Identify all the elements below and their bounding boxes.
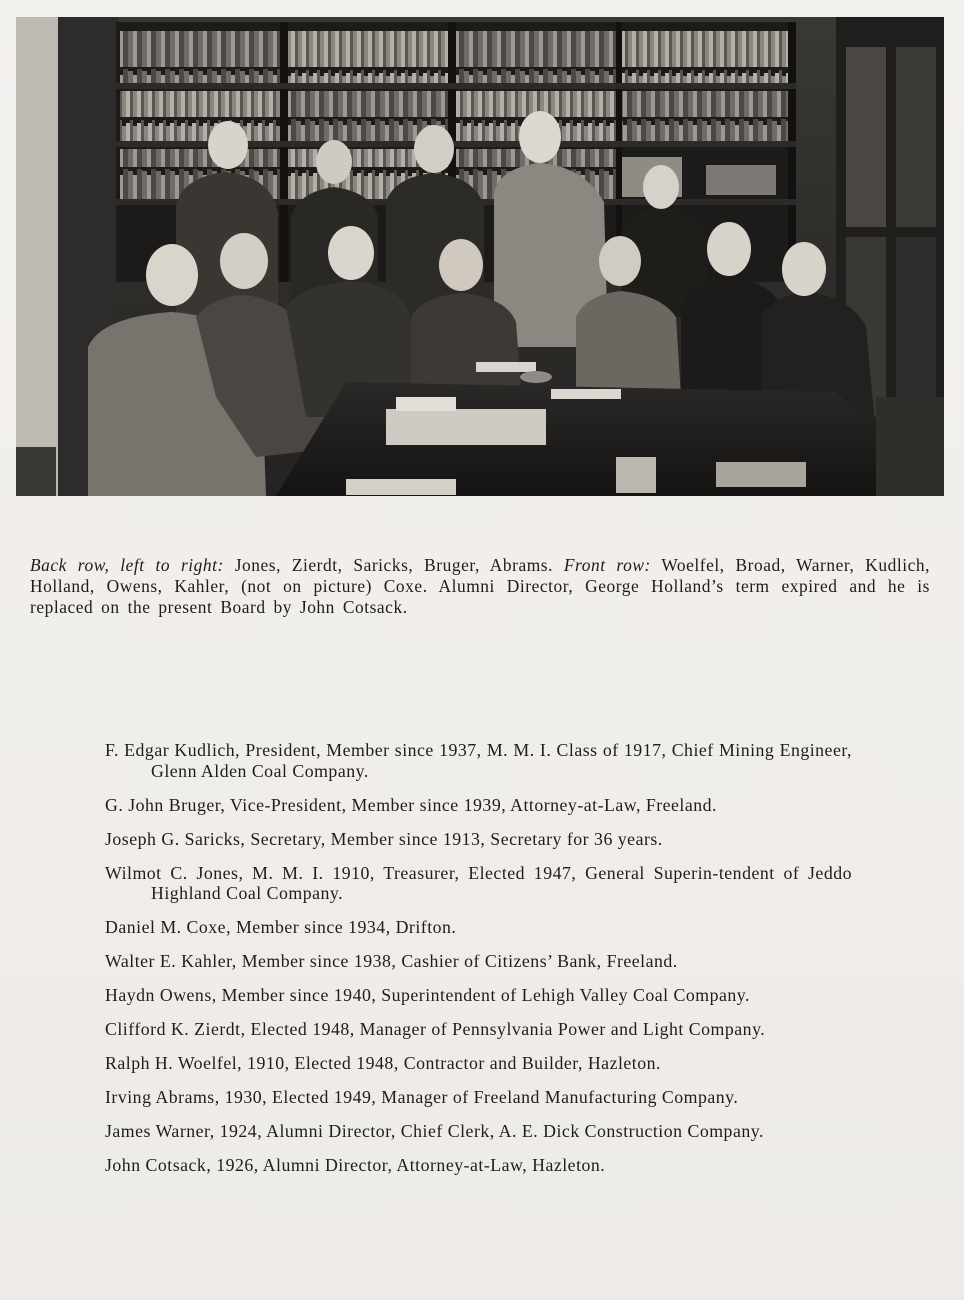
list-item: Ralph H. Woelfel, 1910, Elected 1948, Contractor and Builder, Hazleton. bbox=[105, 1053, 661, 1073]
list-item: James Warner, 1924, Alumni Director, Chief Clerk, A. E. Dick Construction Company. bbox=[105, 1121, 764, 1141]
list-item: Daniel M. Coxe, Member since 1934, Drifton. bbox=[105, 917, 457, 937]
caption-front-row-text: Woelfel, Broad, Warner, Kudlich, Holland, Owens, Kahler, (not on picture) Coxe. Alumni Director, George Holland’s term expired and he is replaced on the present Board by John Cotsack. bbox=[30, 555, 930, 618]
list-item: Wilmot C. Jones, M. M. I. 1910, Treasurer, Elected 1947, General Superin-tendent of Jeddo Highland Coal Company. bbox=[105, 862, 852, 903]
caption-back-row-names: Jones, Zierdt, Saricks, Bruger, Abrams. bbox=[223, 555, 564, 576]
caption-back-row-label: Back row, left to right: bbox=[30, 555, 224, 576]
board-members-list bbox=[105, 740, 852, 1189]
list-item: Irving Abrams, 1930, Elected 1949, Manager of Freeland Manufacturing Company. bbox=[105, 1087, 739, 1107]
group-photograph bbox=[16, 17, 944, 496]
photo-illustration bbox=[16, 17, 944, 496]
list-item: Joseph G. Saricks, Secretary, Member since 1913, Secretary for 36 years. bbox=[105, 828, 663, 849]
list-item: Clifford K. Zierdt, Elected 1948, Manager of Pennsylvania Power and Light Company. bbox=[105, 1019, 766, 1039]
caption-front-row-label: Front row: bbox=[563, 555, 651, 576]
list-item: F. Edgar Kudlich, President, Member since 1937, M. M. I. Class of 1917, Chief Mining Engineer, Glenn Alden Coal Company. bbox=[105, 740, 852, 781]
list-item: Haydn Owens, Member since 1940, Superintendent of Lehigh Valley Coal Company. bbox=[105, 985, 750, 1005]
list-item: Walter E. Kahler, Member since 1938, Cashier of Citizens’ Bank, Freeland. bbox=[105, 951, 678, 971]
photo-caption bbox=[30, 555, 930, 618]
list-item: G. John Bruger, Vice-President, Member since 1939, Attorney-at-Law, Freeland. bbox=[105, 794, 717, 815]
list-item: John Cotsack, 1926, Alumni Director, Attorney-at-Law, Hazleton. bbox=[105, 1155, 606, 1175]
